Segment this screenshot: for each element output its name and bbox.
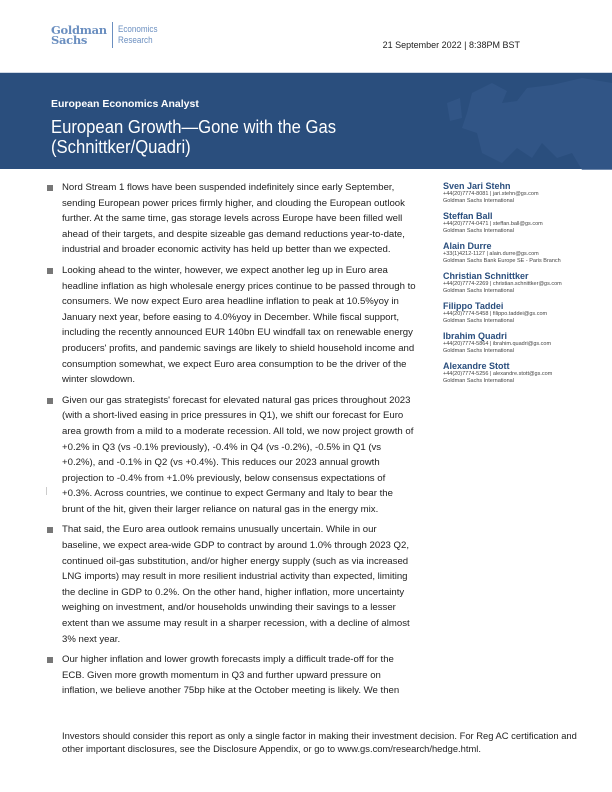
author-firm: Goldman Sachs International	[443, 228, 514, 234]
bullet-item	[47, 393, 417, 518]
author-firm: Goldman Sachs International	[443, 378, 514, 384]
publish-date: 21 September 2022 | 8:38PM BST	[382, 40, 520, 50]
author-name: Alexandre Stott	[443, 361, 510, 371]
author-name: Christian Schnittker	[443, 271, 529, 281]
author-name: Steffan Ball	[443, 211, 493, 221]
report-title-line1: European Growth—Gone with the Gas	[51, 116, 337, 137]
europe-map-icon	[432, 73, 612, 170]
bullet-square-icon	[47, 185, 53, 191]
author-entry	[443, 301, 593, 325]
author-firm: Goldman Sachs International	[443, 288, 514, 294]
author-name: Filippo Taddei	[443, 301, 504, 311]
margin-mark	[46, 487, 47, 495]
author-list	[443, 181, 593, 391]
bullet-item	[47, 180, 417, 258]
author-firm: Goldman Sachs International	[443, 348, 514, 354]
author-contact[interactable]: +33(1)4212-1127 | alain.durre@gs.com	[443, 251, 539, 257]
logo-divider	[112, 22, 113, 48]
author-entry	[443, 331, 593, 355]
title-banner	[0, 72, 612, 169]
author-name: Sven Jari Stehn	[443, 181, 511, 191]
author-firm: Goldman Sachs International	[443, 198, 514, 204]
bullet-square-icon	[47, 268, 53, 274]
bullet-text: Our higher inflation and lower growth forecasts imply a difficult trade-off for the ECB. Given more growth momentum in Q3 and further upward pressure on inflation, we believe another 75bp hike at the October meeting is likely. We then	[62, 654, 400, 697]
logo-text-sachs: Sachs	[51, 33, 88, 47]
goldman-sachs-logo	[51, 22, 164, 48]
author-name: Alain Durre	[443, 241, 492, 251]
division-research: Research	[117, 35, 153, 46]
summary-bullets	[47, 180, 417, 704]
bullet-text: That said, the Euro area outlook remains unusually uncertain. While in our baseline, we expect area-wide GDP to contract by around 1.0% through 2023 Q2, continued oil-gas substitution, and/or higher energy supply (such as via increased LNG imports) may result in more resilient industrial activity than expected, limiting the decline in GDP to 0.2%. On the other hand, higher inflation, more uncertainty weighing on investment, and/or households unwinding their savings to a lesser extent than we assume may result in a sharper recession, with a decline of almost 3% next year.	[62, 524, 410, 645]
bullet-square-icon	[47, 657, 53, 663]
author-entry	[443, 241, 593, 265]
disclosure-footer: Investors should consider this report as only a single factor in making their investment decision. For Reg AC certification and other important disclosures, see the Disclosure Appendix, or go to www.gs.com/research/hedge.html.	[62, 730, 577, 754]
author-name: Ibrahim Quadri	[443, 331, 508, 341]
bullet-item	[47, 652, 417, 699]
author-firm: Goldman Sachs Bank Europe SE - Paris Branch	[443, 258, 561, 264]
bullet-item	[47, 522, 417, 647]
series-name: European Economics Analyst	[51, 98, 199, 110]
author-contact[interactable]: +44(20)7774-5256 | alexandre.stott@gs.com	[443, 371, 553, 377]
author-contact[interactable]: +44(20)7774-5458 | filippo.taddei@gs.com	[443, 311, 548, 317]
author-contact[interactable]: +44(20)7774-5864 | ibrahim.quadri@gs.com	[443, 341, 552, 347]
bullet-text: Nord Stream 1 flows have been suspended indefinitely since early September, sending European power prices firmly higher, and clouding the European outlook further. At the same time, gas storage levels across Europe have been filled well ahead of their targets, and despite sizeable gas demand reductions year-to-date, industrial and broader economic activity has held up better than we expected.	[62, 182, 405, 256]
bullet-text: Looking ahead to the winter, however, we expect another leg up in Euro area headline inflation as high wholesale energy prices continue to be passed through to consumers. We now expect Euro area headline inflation to peak at 10.5%yoy in January next year, before easing to 4.0%yoy in December. While fiscal support, including the recently announced EUR 140bn EU windfall tax on renewable energy producers' profits, and pandemic savings are likely to shield household income and consumption somewhat, we expect Euro area consumption to be the driver of the winter slowdown.	[62, 264, 416, 386]
author-entry	[443, 361, 593, 385]
author-firm: Goldman Sachs International	[443, 318, 514, 324]
division-economics: Economics	[117, 24, 158, 35]
bullet-text: Given our gas strategists' forecast for elevated natural gas prices throughout 2023 (with a short-lived easing in price pressures in Q1), we shift our forecast for Euro area growth from a mild to a moderate recession. All told, we now project growth of +0.2% in Q3 (vs -0.1% previously), -0.4% in Q4 (vs -0.2%), -0.5% in Q1 (vs +0.2%), and -0.1% in Q2 (vs +0.4%). This reduces our 2023 annual growth projection to -0.4% from +1.0% previously, below consensus expectations of +0.3%. Across countries, we continue to expect Germany and Italy to bear the brunt of the hit, given their larger reliance on natural gas in the energy mix.	[62, 394, 414, 515]
logo-text-goldman: Goldman	[51, 23, 107, 37]
author-entry	[443, 271, 593, 295]
bullet-item	[47, 263, 417, 388]
bullet-square-icon	[47, 527, 53, 533]
report-title-line2: (Schnittker/Quadri)	[51, 136, 191, 157]
author-contact[interactable]: +44(20)7774-2269 | christian.schnittker@gs.com	[443, 281, 562, 287]
author-contact[interactable]: +44(20)7774-8081 | jari.stehn@gs.com	[443, 191, 539, 197]
author-entry	[443, 211, 593, 235]
report-title	[51, 117, 336, 157]
author-contact[interactable]: +44(20)7774-0471 | steffan.ball@gs.com	[443, 221, 543, 227]
author-entry	[443, 181, 593, 205]
bullet-square-icon	[47, 398, 53, 404]
